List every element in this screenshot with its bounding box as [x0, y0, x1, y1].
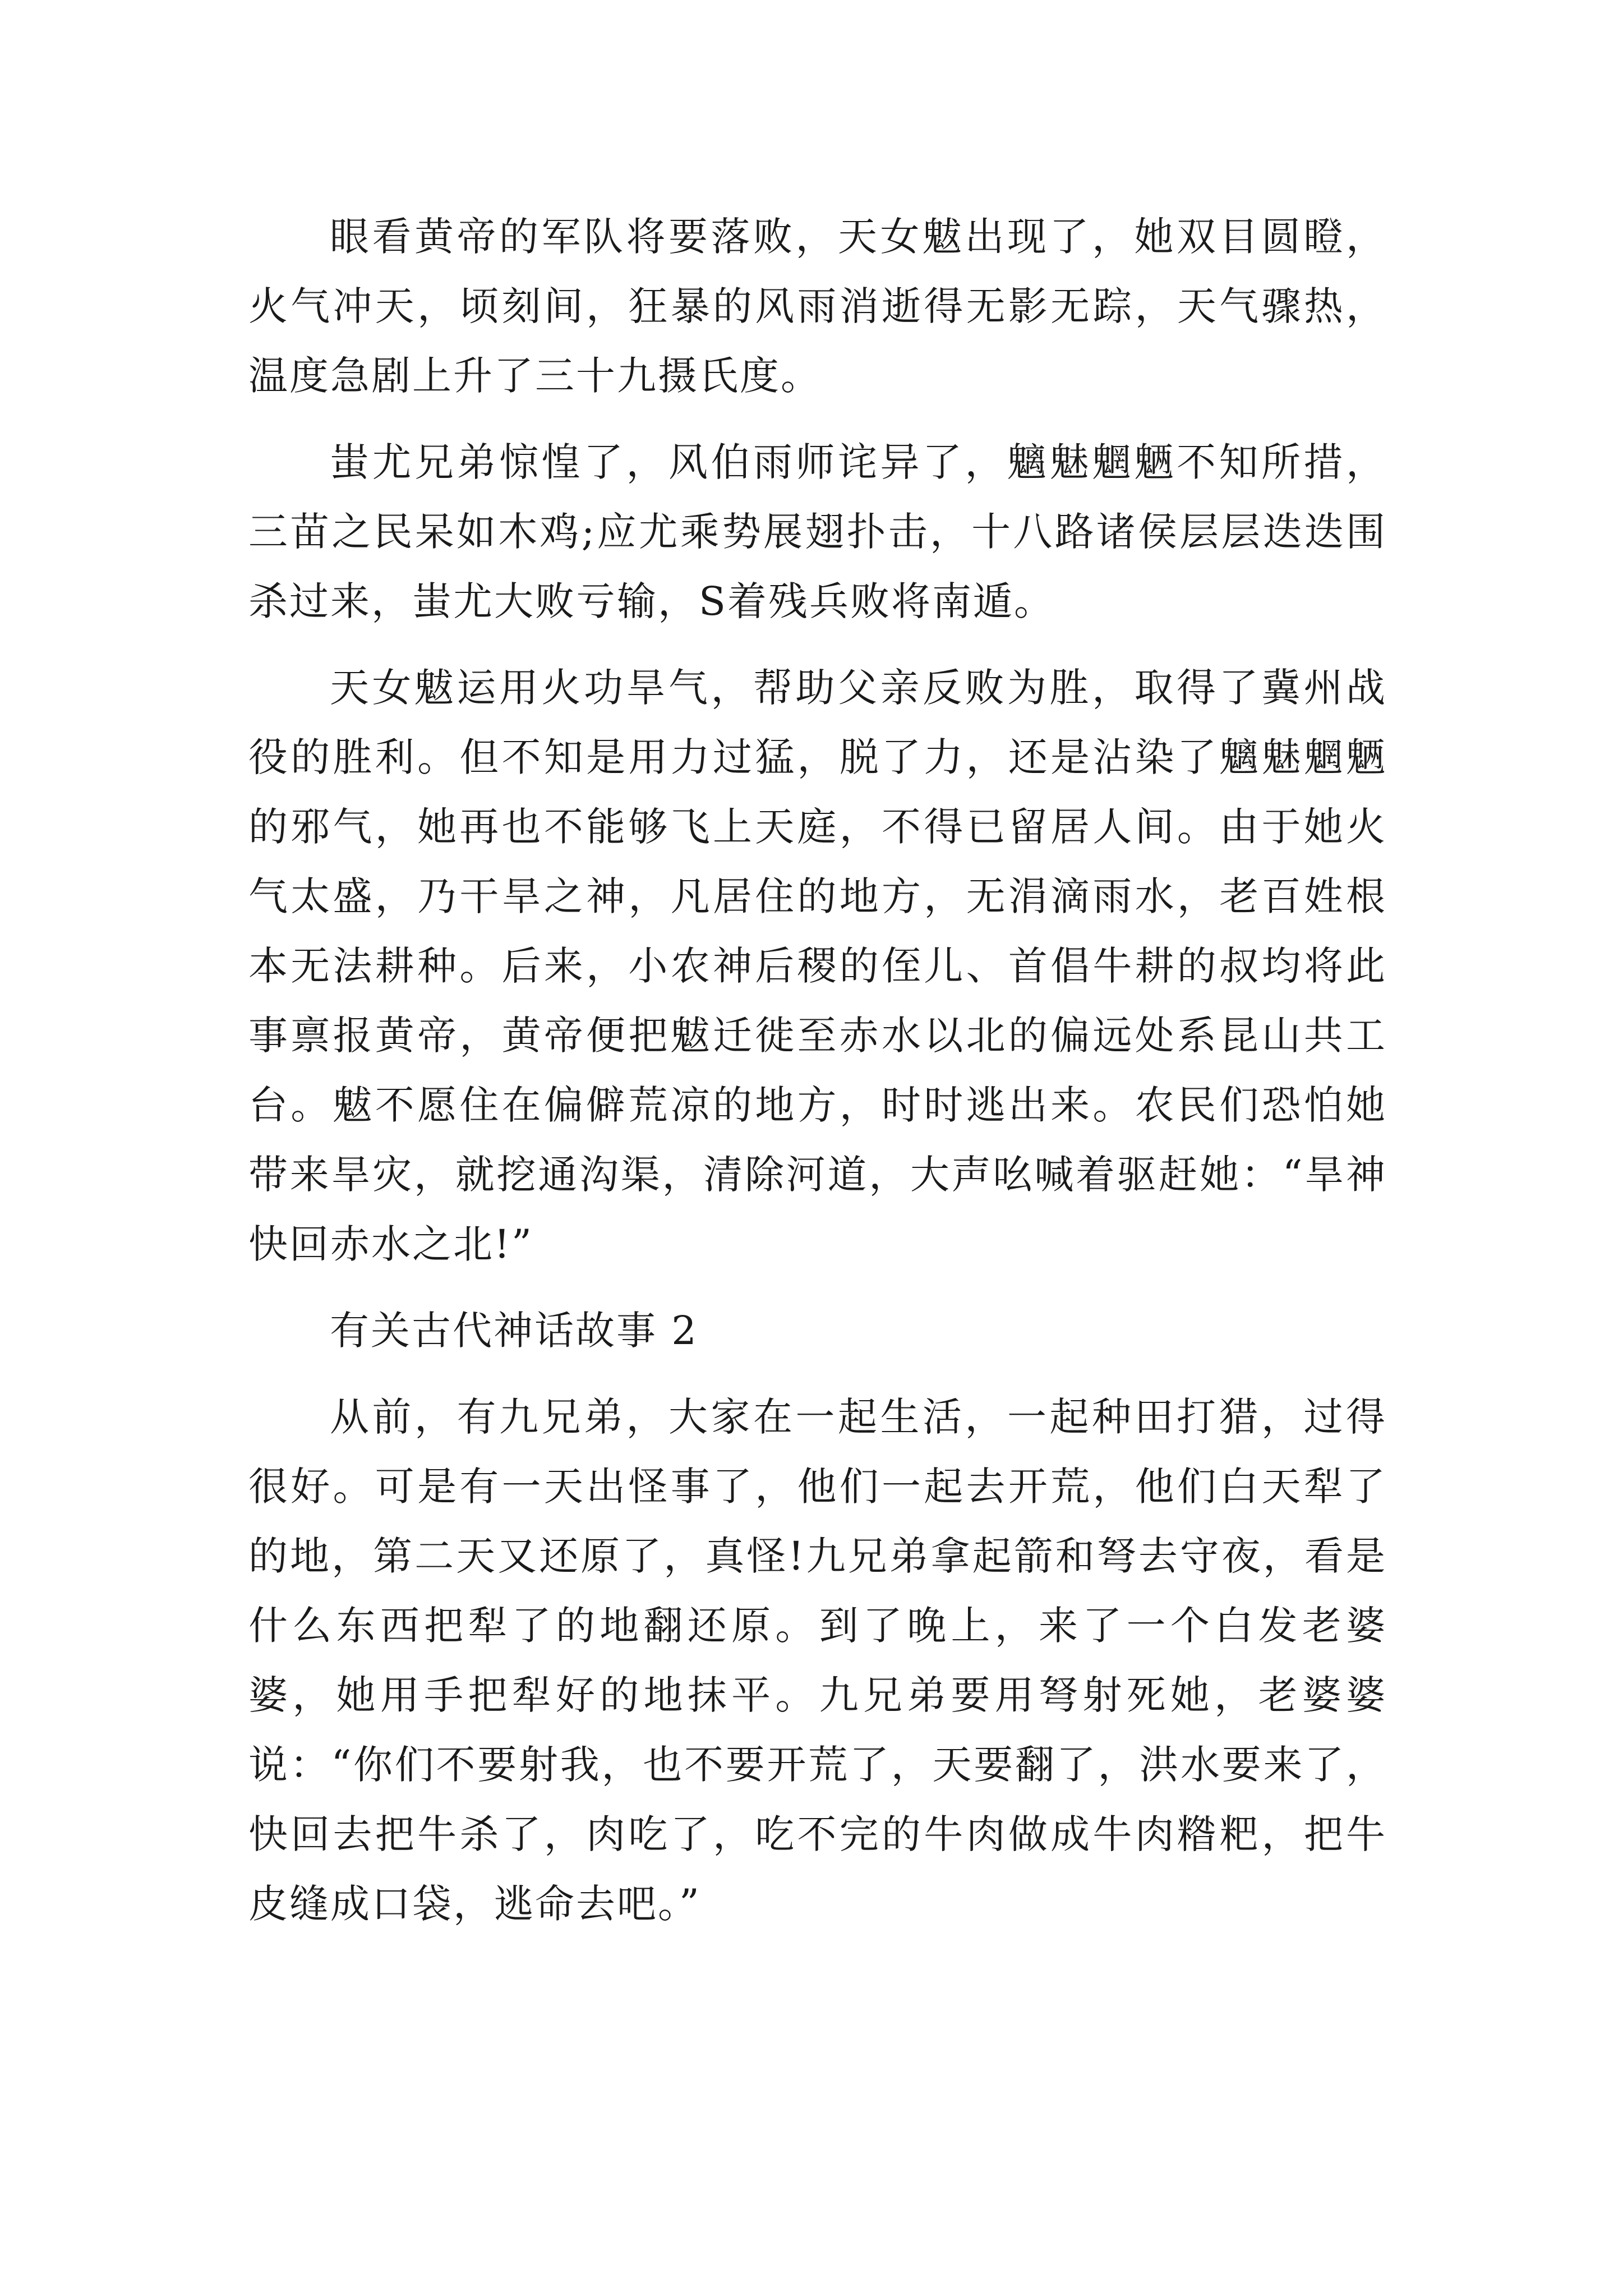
section-heading: 有关古代神话故事 2 [330, 1308, 698, 1354]
paragraph-1: 眼看黄帝的军队将要落败，天女魃出现了，她双目圆瞪，火气冲天，顷刻间，狂暴的风雨消逝得无影无踪，天气骤热，温度急剧上升了三十九摄氏度。 [248, 214, 1387, 399]
paragraph-4: 从前，有九兄弟，大家在一起生活，一起种田打猎，过得很好。可是有一天出怪事了，他们一起去开荒，他们白天犁了的地，第二天又还原了，真怪!九兄弟拿起箭和弩去守夜，看是什么东西把犁了的地翻还原。到了晚上，来了一个白发老婆婆，她用手把犁好的地抹平。九兄弟要用弩射死她，老婆婆说：“你们不要射我，也不要开荒了，天要翻了，洪水要来了，快回去把牛杀了，肉吃了，吃不完的牛肉做成牛肉糌粑，把牛皮缝成口袋，逃命去吧。” [248, 1394, 1387, 1927]
document-body [248, 202, 1387, 1955]
paragraph-3: 天女魃运用火功旱气，帮助父亲反败为胜，取得了冀州战役的胜利。但不知是用力过猛，脱了力，还是沾染了魑魅魍魉的邪气，她再也不能够飞上天庭，不得已留居人间。由于她火气太盛，乃干旱之神，凡居住的地方，无涓滴雨水，老百姓根本无法耕种。后来，小农神后稷的侄儿、首倡牛耕的叔均将此事禀报黄帝，黄帝便把魃迁徙至赤水以北的偏远处系昆山共工台。魃不愿住在偏僻荒凉的地方，时时逃出来。农民们恐怕她带来旱灾，就挖通沟渠，清除河道，大声吆喊着驱赶她：“旱神快回赤水之北!” [248, 665, 1387, 1267]
paragraph-2: 蚩尤兄弟惊惶了，风伯雨师诧异了，魑魅魍魉不知所措，三苗之民呆如木鸡;应尤乘势展翅扑击，十八路诸侯层层迭迭围杀过来，蚩尤大败亏输，S着残兵败将南遁。 [248, 439, 1387, 624]
